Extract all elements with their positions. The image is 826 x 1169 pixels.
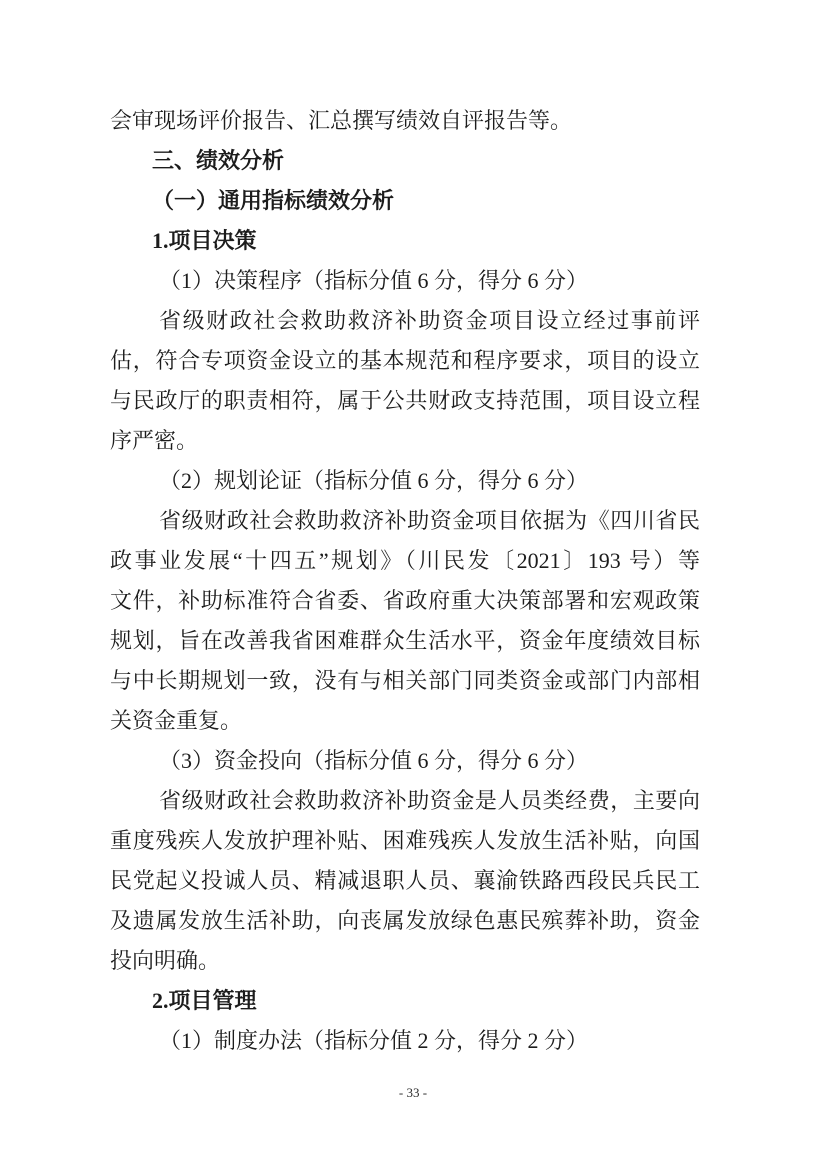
heading-project-management: 2.项目管理 <box>152 988 257 1013</box>
paragraph-line: 省级财政社会救助救济补助资金是人员类经费，主要向 <box>159 788 700 813</box>
page-number: - 33 - <box>398 1085 428 1100</box>
indicator-planning-verification: （2）规划论证（指标分值 6 分，得分 6 分） <box>159 468 589 493</box>
paragraph-line: 民党起义投诚人员、精减退职人员、襄渝铁路西段民兵民工 <box>110 868 700 893</box>
indicator-fund-direction: （3）资金投向（指标分值 6 分，得分 6 分） <box>159 748 589 773</box>
paragraph-line: 文件，补助标准符合省委、省政府重大决策部署和宏观政策 <box>110 588 700 613</box>
paragraph-line: 省级财政社会救助救济补助资金项目依据为《四川省民 <box>159 508 700 533</box>
paragraph-line: 估，符合专项资金设立的基本规范和程序要求，项目的设立 <box>110 348 700 373</box>
paragraph-line: 重度残疾人发放护理补贴、困难残疾人发放生活补贴，向国 <box>110 828 700 853</box>
indicator-decision-procedure: （1）决策程序（指标分值 6 分，得分 6 分） <box>159 268 589 293</box>
paragraph-line: 序严密。 <box>110 428 199 453</box>
paragraph-line: 及遗属发放生活补助，向丧属发放绿色惠民殡葬补助，资金 <box>110 908 700 933</box>
heading-performance-analysis: 三、绩效分析 <box>152 148 285 173</box>
paragraph-line: 政事业发展“十四五”规划》（川民发〔2021〕193 号）等 <box>110 548 700 573</box>
heading-general-indicator-analysis: （一）通用指标绩效分析 <box>152 188 395 213</box>
paragraph-continuation-line: 会审现场评价报告、汇总撰写绩效自评报告等。 <box>110 108 573 133</box>
indicator-system-measures: （1）制度办法（指标分值 2 分，得分 2 分） <box>159 1028 589 1053</box>
paragraph-line: 关资金重复。 <box>110 708 243 733</box>
page-body-text <box>110 101 700 1061</box>
paragraph-line: 与民政厅的职责相符，属于公共财政支持范围，项目设立程 <box>110 388 700 413</box>
paragraph-line: 省级财政社会救助救济补助资金项目设立经过事前评 <box>159 308 700 333</box>
paragraph-line: 与中长期规划一致，没有与相关部门同类资金或部门内部相 <box>110 668 700 693</box>
paragraph-line: 规划，旨在改善我省困难群众生活水平，资金年度绩效目标 <box>110 628 700 653</box>
paragraph-line: 投向明确。 <box>110 948 221 973</box>
heading-project-decision: 1.项目决策 <box>152 228 257 253</box>
